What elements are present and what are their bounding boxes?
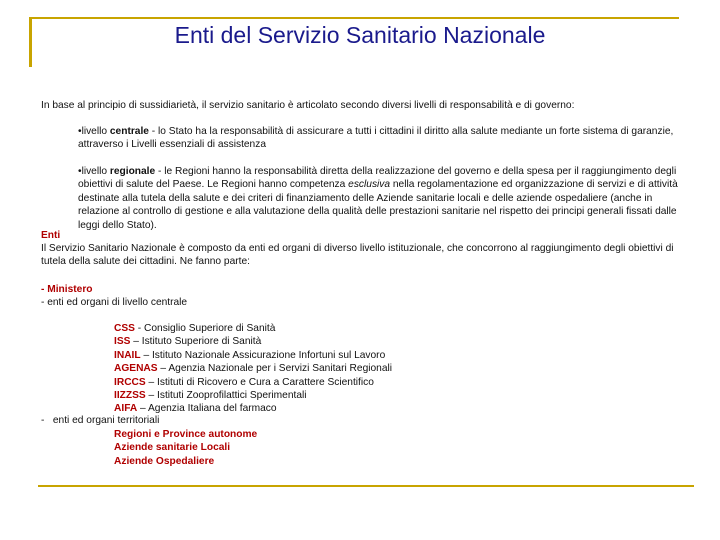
territorial-heading: - enti ed organi territoriali (41, 415, 160, 426)
list-item (114, 335, 392, 348)
list-item: Aziende Ospedaliere (114, 455, 215, 467)
item-desc: Consiglio Superiore di Sanità (144, 323, 276, 334)
slide-title: Enti del Servizio Sanitario Nazionale (174, 22, 546, 48)
list-item: Regioni e Province autonome (114, 429, 258, 440)
list-item: Aziende sanitarie Locali (114, 442, 231, 454)
bullet-central-keyword: centrale (109, 126, 149, 137)
bullet-central-text: - lo Stato ha la responsabilità di assicurare a tutti i cittadini il diritto alla salute mediante un forte sistema di garanzie, attraverso i Livelli essenziali di assistenza (78, 126, 674, 151)
item-abbr: CSS (114, 323, 135, 334)
bullet-regional-prefix: •livello (78, 166, 110, 177)
top-rule (29, 17, 679, 19)
item-sep: – (145, 376, 158, 388)
intro-text: In base al principio di sussidiarietà, il servizio sanitario è articolato secondo diversi livelli di responsabilità e di governo: (41, 100, 575, 111)
bullet-regional (78, 165, 686, 232)
item-sep: - (134, 323, 145, 334)
item-sep: – (140, 349, 152, 361)
bullet-central-prefix: •livello (78, 126, 110, 137)
item-abbr: INAIL (114, 349, 141, 361)
list-item (114, 322, 392, 335)
item-desc: Agenzia Nazionale per i Servizi Sanitari Regionali (168, 363, 393, 375)
item-sep: – (157, 363, 169, 375)
item-sep: – (145, 390, 158, 402)
list-item (114, 349, 392, 362)
central-list (114, 322, 392, 416)
enti-heading: Enti (41, 230, 61, 241)
bullet-regional-emphasis: esclusiva (348, 179, 391, 191)
territorial-list (114, 428, 257, 468)
list-item (114, 376, 392, 389)
item-desc: Agenzia Italiana del farmaco (147, 403, 277, 415)
item-abbr: IIZZSS (114, 390, 146, 402)
item-desc: Istituti Zooprofilattici Sperimentali (157, 390, 307, 402)
bottom-rule (38, 485, 694, 487)
bullet-regional-text-a: - le Regioni hanno la responsabilità diretta della realizzazione del governo e della spesa per il raggiungimento degli obiettivi di salute del Paese. Le Regioni hanno competenza (78, 166, 677, 191)
item-abbr: AGENAS (114, 363, 158, 375)
bullet-central (78, 125, 678, 152)
item-abbr: ISS (114, 336, 131, 348)
item-desc: Istituti di Ricovero e Cura a Carattere Scientifico (157, 376, 374, 388)
ministero-label: - Ministero (41, 284, 93, 295)
list-item (114, 389, 392, 402)
item-sep: – (137, 403, 148, 415)
item-abbr: IRCCS (114, 376, 146, 388)
item-desc: Istituto Nazionale Assicurazione Infortuni sul Lavoro (151, 349, 386, 361)
enti-text: Il Servizio Sanitario Nazionale è composto da enti ed organi di diverso livello istituzionale, che concorrono al raggiungimento degli obiettivi di tutela della salute dei cittadini. Ne fanno parte: (41, 243, 674, 268)
item-abbr: AIFA (114, 403, 138, 415)
bullet-regional-text-b: nella regolamentazione ed organizzazione di servizi e di attività destinate alla tutela della salute e dei criteri di finanziamento delle Aziende sanitarie locali e delle aziende ospedaliere (anche in relazione al controllo di gestione e alla valutazione della qualità delle prestazioni sanitarie nel rispetto dei principi generali fissati dalle leggi dello Stato). (78, 179, 678, 231)
bullet-regional-keyword: regionale (109, 166, 156, 177)
list-item (114, 362, 392, 375)
item-sep: – (130, 336, 142, 348)
item-desc: Istituto Superiore di Sanità (141, 336, 262, 348)
central-heading: - enti ed organi di livello centrale (41, 297, 188, 308)
